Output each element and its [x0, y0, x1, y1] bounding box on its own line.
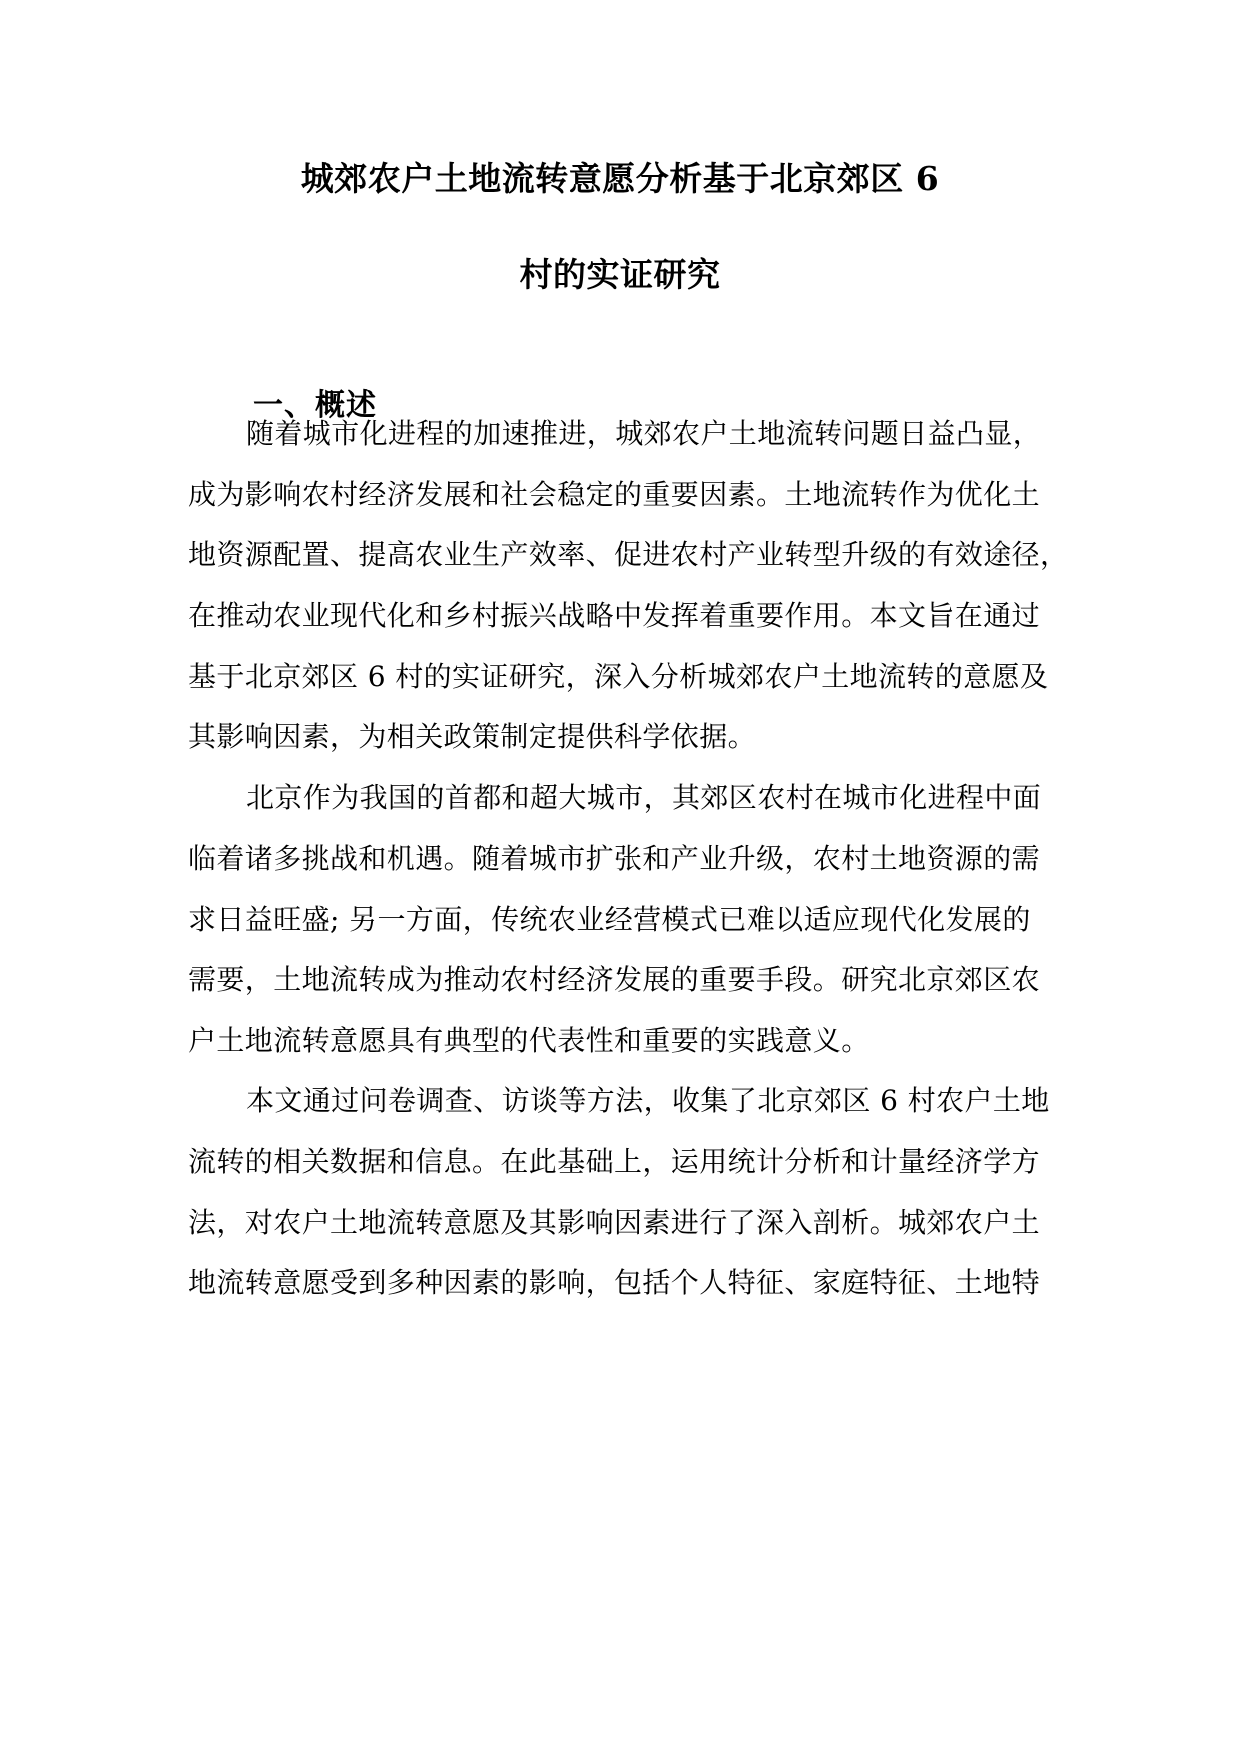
paragraph-3-line-4: 地流转意愿受到多种因素的影响，包括个人特征、家庭特征、土地特	[188, 1266, 1041, 1299]
paragraph-2-line-1: 北京作为我国的首都和超大城市，其郊区农村在城市化进程中面	[246, 781, 1042, 814]
paragraph-2-line-2: 临着诸多挑战和机遇。随着城市扩张和产业升级，农村土地资源的需	[188, 842, 1041, 875]
paragraph-1-line-4: 在推动农业现代化和乡村振兴战略中发挥着重要作用。本文旨在通过	[188, 599, 1041, 632]
paragraph-3-line-1: 本文通过问卷调查、访谈等方法，收集了北京郊区 6 村农户土地	[246, 1084, 1050, 1117]
document-title-line-1: 城郊农户土地流转意愿分析基于北京郊区 6	[300, 159, 940, 198]
paragraph-3-line-3: 法，对农户土地流转意愿及其影响因素进行了深入剖析。城郊农户土	[188, 1206, 1041, 1239]
section-heading: 一、概述	[253, 388, 377, 423]
paragraph-1-line-2: 成为影响农村经济发展和社会稳定的重要因素。土地流转作为优化土	[188, 478, 1041, 511]
paragraph-1-line-1: 随着城市化进程的加速推进，城郊农户土地流转问题日益凸显，	[246, 417, 1042, 450]
paragraph-3-line-2: 流转的相关数据和信息。在此基础上，运用统计分析和计量经济学方	[188, 1145, 1041, 1178]
paragraph-2-line-4: 需要，土地流转成为推动农村经济发展的重要手段。研究北京郊区农	[188, 963, 1041, 996]
paragraph-2-line-5: 户土地流转意愿具有典型的代表性和重要的实践意义。	[188, 1024, 870, 1057]
document-title-line-2: 村的实证研究	[519, 255, 721, 294]
paragraph-1-line-3: 地资源配置、提高农业生产效率、促进农村产业转型升级的有效途径，	[188, 538, 1069, 571]
paragraph-1-line-6: 其影响因素，为相关政策制定提供科学依据。	[188, 720, 757, 753]
paragraph-2-line-3: 求日益旺盛; 另一方面，传统农业经营模式已难以适应现代化发展的	[188, 903, 1031, 936]
paragraph-1-line-5: 基于北京郊区 6 村的实证研究，深入分析城郊农户土地流转的意愿及	[188, 660, 1049, 693]
